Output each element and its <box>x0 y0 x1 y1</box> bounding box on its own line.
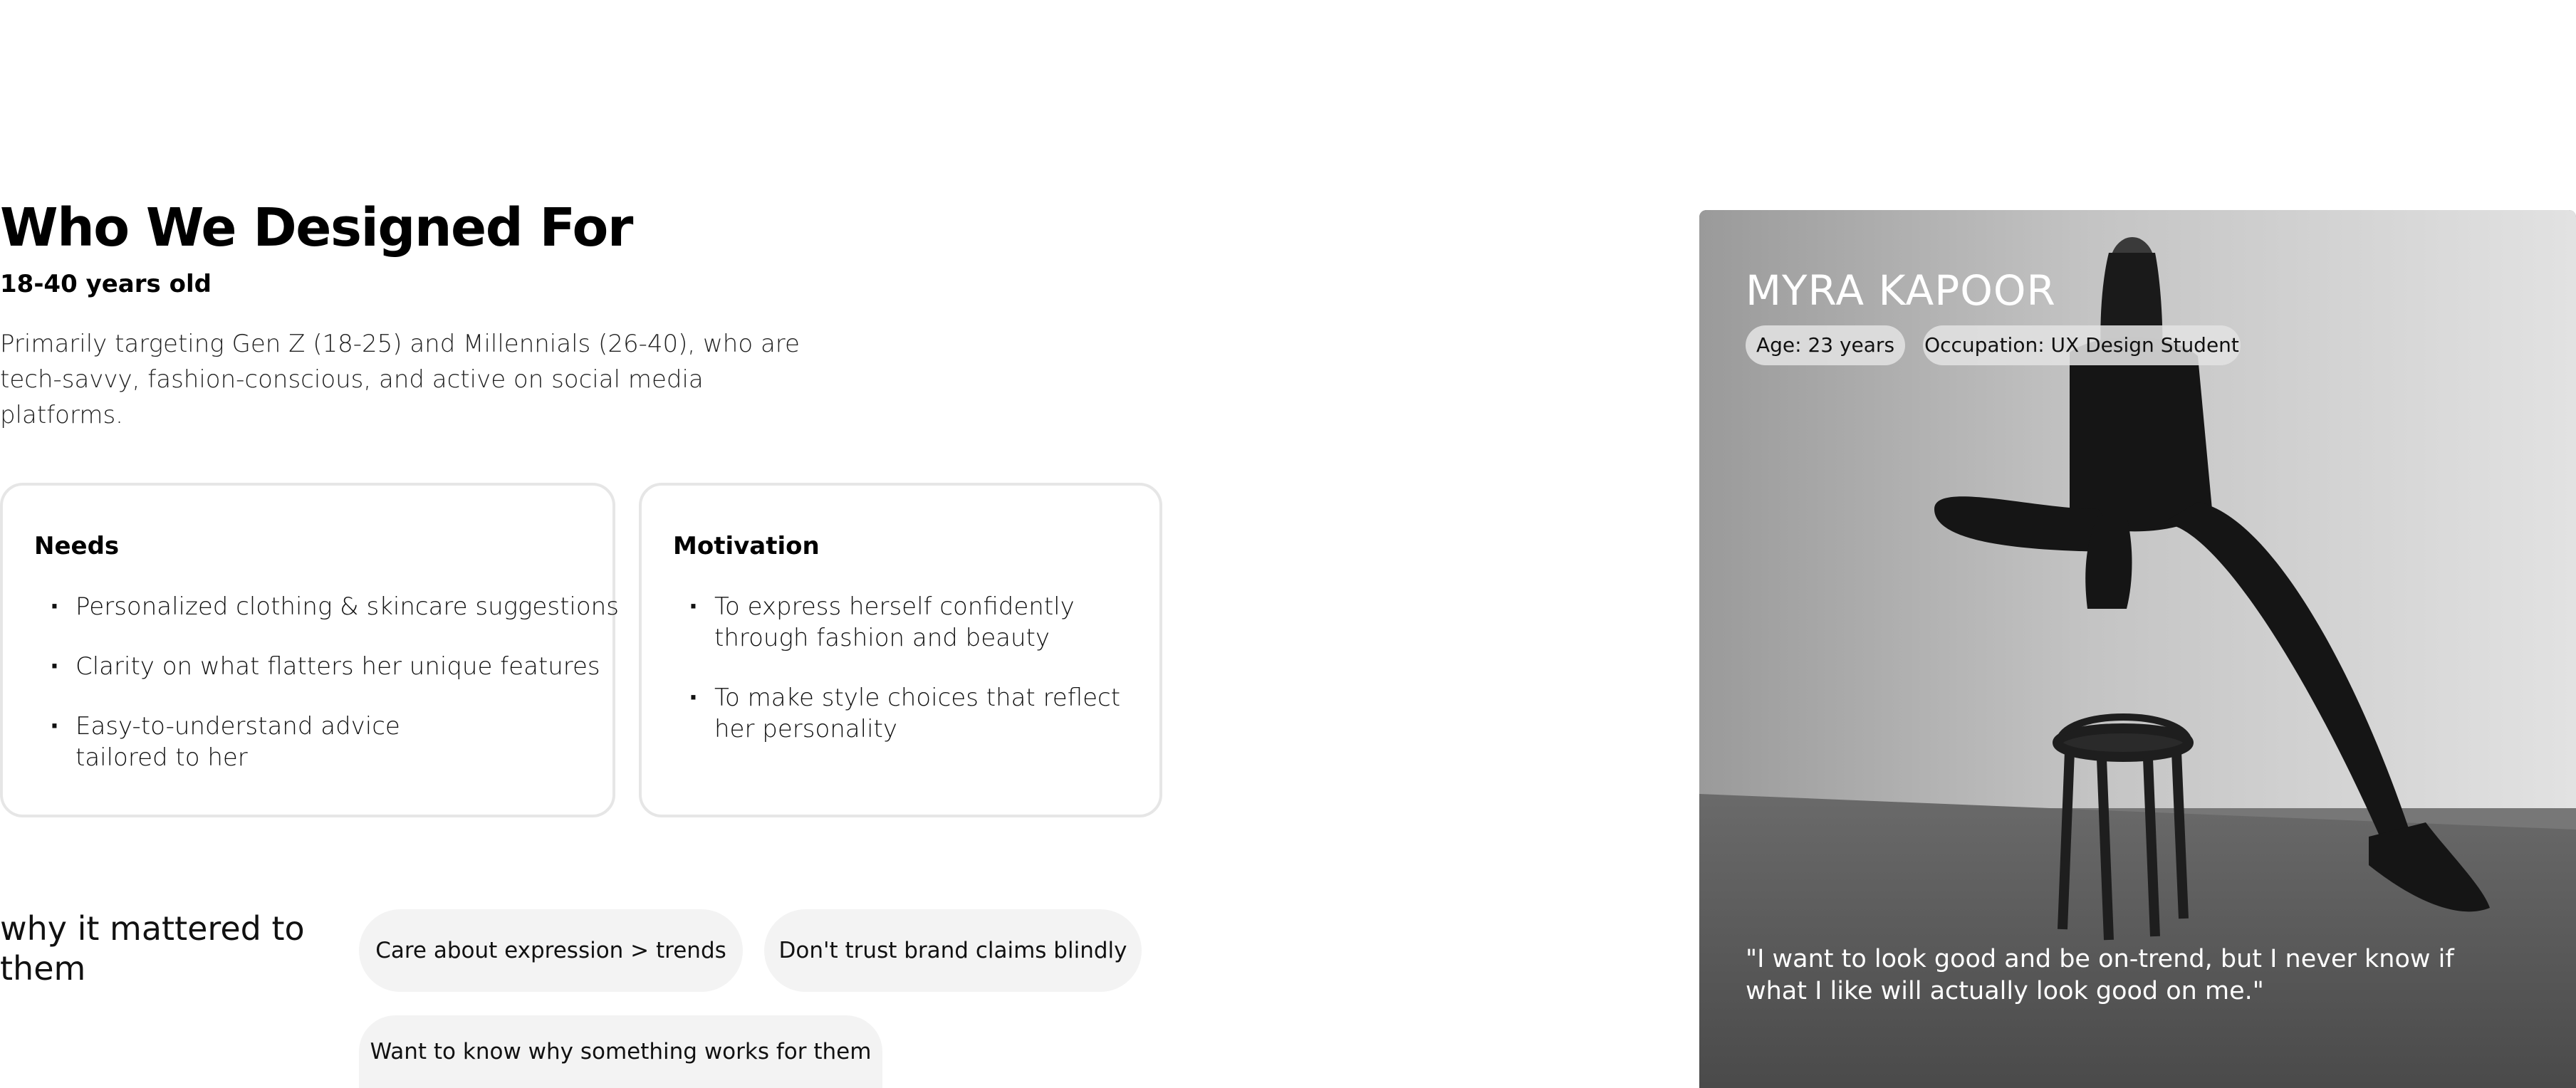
motivation-item: · To make style choices that reflect her personality <box>679 682 1120 745</box>
motivation-card <box>639 483 1162 817</box>
needs-card <box>0 483 619 817</box>
motivation-item: · To express herself confidently through fashion and beauty <box>679 591 1120 654</box>
needs-list <box>40 591 619 773</box>
age-range: 18-40 years old <box>0 270 212 298</box>
persona-quote: "I want to look good and be on-trend, but I never know if what I like will actually look good on me." <box>1746 945 2454 1005</box>
motivation-list <box>679 591 1120 745</box>
why-it-mattered-title: why it mattered to them <box>0 909 305 988</box>
chip-brand-claims: Don't trust brand claims blindly <box>764 909 1142 992</box>
intro-text: Primarily targeting Gen Z (18-25) and Millennials (26-40), who are tech-savvy, fashion-conscious, and active on social media platforms. <box>0 330 800 429</box>
needs-item: · Personalized clothing & skincare suggestions <box>40 591 619 622</box>
page-title: Who We Designed For <box>0 197 632 258</box>
needs-title: Needs <box>34 532 120 560</box>
chip-why-works: Want to know why something works for them <box>359 1015 882 1088</box>
persona-age-tag: Age: 23 years <box>1746 325 1905 365</box>
motivation-title: Motivation <box>673 532 820 560</box>
persona-card <box>1699 210 2576 1088</box>
chip-expression: Care about expression > trends <box>359 909 743 992</box>
persona-name: MYRA KAPOOR <box>1746 266 2056 315</box>
persona-occupation-tag: Occupation: UX Design Student <box>1923 325 2241 365</box>
needs-item: · Easy-to-understand advice tailored to her <box>40 711 619 773</box>
needs-item: · Clarity on what flatters her unique features <box>40 651 619 682</box>
